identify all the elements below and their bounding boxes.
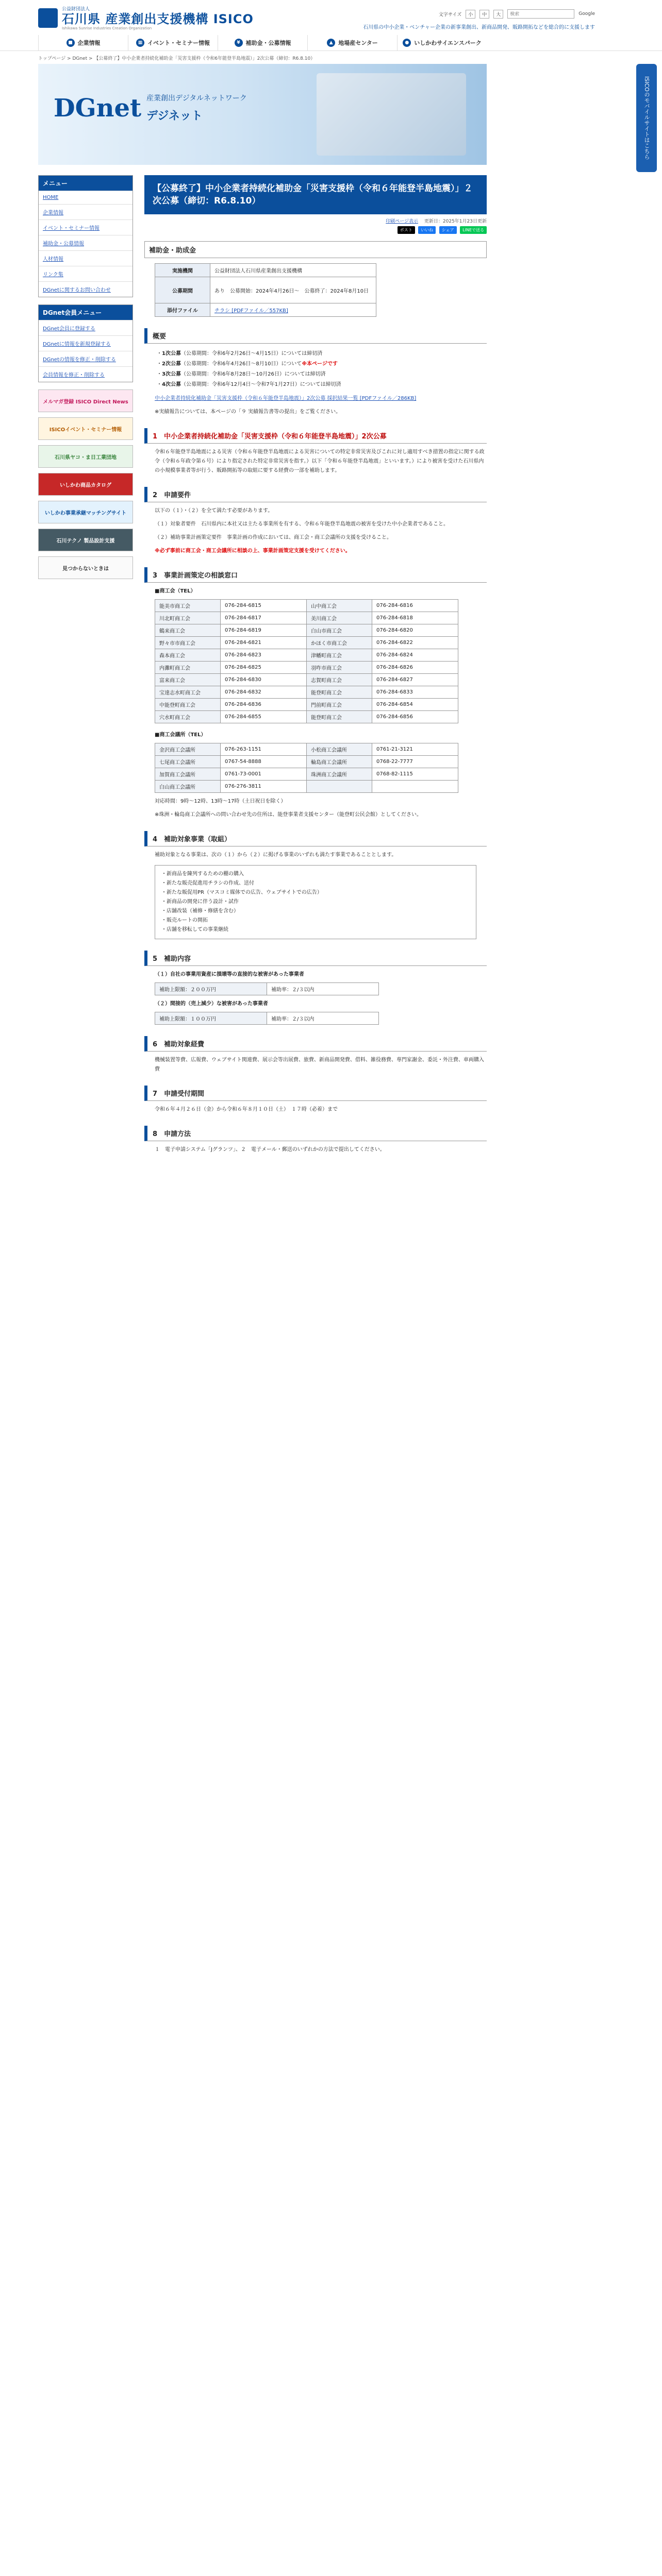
table-row — [155, 600, 458, 612]
member-item-new-info[interactable]: DGnetに情報を新規登録する — [39, 335, 133, 351]
section-1-body: 令和６年能登半島地震による災害（令和６年能登半島地震による災害についての特定非常災害及びこれに対し適用すべき措置の指定に関する政令（令和６年政令第６号）により指定された特定非常災害を指す。）以下「令和６年能登半島地震」といいます。）により被害を受けた石川県内の小規模事業者等が行う、販路開拓等の取組に要する経費の一部を補助します。 — [155, 449, 485, 473]
office-name: 能美市商工会 — [155, 600, 221, 612]
office-phone: 0761-73-0001 — [221, 768, 307, 781]
table-row — [155, 649, 458, 662]
office-name: 美川商工会 — [307, 612, 372, 624]
table-row — [155, 711, 458, 723]
category-box: 補助金・助成金 — [144, 241, 487, 258]
table-row — [155, 756, 458, 768]
font-size-label: 文字サイズ — [438, 12, 462, 18]
updated-date: 更新日：2025年1月23日更新 — [424, 219, 487, 224]
office-phone: 076-284-6821 — [221, 637, 307, 649]
calendar-icon: ▦ — [136, 39, 144, 47]
result-link[interactable]: 中小企業者持続化補助金「災害支援枠（令和６年能登半島地震）」2次公募 採択結果一覧 [PDFファイル／286KB] — [155, 396, 417, 401]
breadcrumb[interactable]: トップページ > DGnet > 【公募終了】中小企業者持続化補助金「災害支援枠（令和6年能登半島地震）」2次公募（締切：R6.8.10） — [38, 56, 316, 61]
office-phone: 076-284-6856 — [372, 711, 458, 723]
banner-catalog[interactable]: いしかわ商品カタログ — [38, 473, 133, 496]
subsidy-table-1: 補助上限額：２００万円 補助率：２/３以内 — [155, 982, 379, 995]
table-row — [155, 674, 458, 686]
office-phone: 076-284-6826 — [372, 662, 458, 674]
office-name: 山中商工会 — [307, 600, 372, 612]
office-name: 珠洲商工会議所 — [307, 768, 372, 781]
office-name: 能登町商工会 — [307, 711, 372, 723]
office-phone: 076-284-6822 — [372, 637, 458, 649]
section-4-body: 補助対象となる事業は、次の（１）から（２）に掲げる事業のいずれも満たす事業であることとします。 — [155, 852, 397, 858]
sidebar-item-jobs[interactable]: 人材情報 — [39, 250, 133, 266]
office-name: かほく市商工会 — [307, 637, 372, 649]
office-phone: 076-284-6816 — [372, 600, 458, 612]
table-row — [155, 686, 458, 699]
office-phone: 076-263-1151 — [221, 743, 307, 756]
section-6-heading: 6 補助対象経費 — [144, 1036, 487, 1052]
share-x-button[interactable]: ポスト — [398, 226, 415, 234]
logo-mark-icon — [38, 8, 58, 28]
office-phone: 076-284-6820 — [372, 624, 458, 637]
list-item: ・新商品の開発に伴う設計・試作 — [161, 899, 239, 905]
office-phone: 0761-21-3121 — [372, 743, 458, 756]
office-name: 穴水町商工会 — [155, 711, 221, 723]
office-phone: 076-284-6825 — [221, 662, 307, 674]
office-name — [307, 781, 372, 793]
office-name: 中能登町商工会 — [155, 699, 221, 711]
site-logo[interactable] — [38, 5, 254, 30]
hero-title: DGnet — [54, 94, 142, 123]
logo-line2: 石川県 産業創出支援機構 ISICO — [62, 12, 254, 26]
sidebar-item-company[interactable]: 企業情報 — [39, 204, 133, 219]
sidebar-menu-title: メニュー — [39, 176, 133, 191]
office-name: 門前町商工会 — [307, 699, 372, 711]
site-header — [0, 0, 662, 51]
office-phone: 076-284-6824 — [372, 649, 458, 662]
office-name: 小松商工会議所 — [307, 743, 372, 756]
office-phone: 076-284-6836 — [221, 699, 307, 711]
section-4-heading: 4 補助対象事業（取組） — [144, 831, 487, 846]
member-item-register[interactable]: DGnet会員に登録する — [39, 320, 133, 335]
share-like-button[interactable]: いいね — [418, 226, 436, 234]
table-row — [155, 743, 458, 756]
list-item: ・新たな販促用PR（マスコミ媒体での広告、ウェブサイトでの広告） — [161, 890, 322, 895]
main-content: 【公募終了】中小企業者持続化補助金「災害支援枠（令和６年能登半島地震）」２次公募（締切：R6.8.10） 印刷ページ表示 更新日：2025年1月23日更新 ポスト いいね シェア LINEで送る 補助金・助成金 実施機関 公益財団法人石川県産業創出支援機構 公募期間 あり 公募開始：2024年4月26日～ 公募終了：2024年8月10日 添付ファイル チラシ [PDFファイル／557KB] 概要 ・1次公募（公募期間：令和6年2月26日～4月15日）については締切済 ・2次公募（公募期間：令和6年4月26日～8月10日）について※本ページです ・3次公募（公募期間：令和6年8月28日～10月26日）については締切済 ・4次公募（公募期間：令和6年12月4日～令和7年1月27日）については締切済 中小企業者持続化補助金「災害支援枠（令和６年能登半島地震）」2次公募 採択結果一覧 [PDFファイル／286KB] ※実績報告については、本ページの「９ 実績報告書等の提出」をご覧ください。 1 中小企業者持続化補助金「災害支援枠（令和６年能登半島地震）」2次公募 令和６年能登半島地震による災害（令和６年能登半島地震による災害についての特定非常災害及びこれに対し適用すべき措置の指定に関する政令（令和６年政令第６号）により指定された特定非常災害を指す。）以下「令和６年能登半島地震」といいます。）により被害を受けた石川県内の小規模事業者等が行う、販路開拓等の取組に要する経費の一部を補助します。 2 申請要件 以下の（１）・（２）を全て満たす必要があります。 （１）対象者要件 石川県内に本社又は主たる事業所を有する、令和６年能登半島地震の被害を受けた中小企業者であること。 （２）補助事業計画策定要件 事業計画の作成においては、商工会・商工会議所の支援を受けること。 ※必ず事前に商工会・商工会議所に相談の上、事業計画策定支援を受けてください。 3 事業計画策定の相談窓口 ■商工会（TEL） 能美市商工会 076-284-6815 山中商工会 076-284-6816 川北町商工会 076-284-6817 美川商工会 076-284-6818 鶴来商工会 076-284-6819 白山市商工会 076-284-6820 野々市市商工会 076-284-6821 かほく市商工会 076-284-6822 森本商工会 076-284-6823 津幡町商工会 076-284-6824 内灘町商工会 076-284-6825 羽咋市商工会 076-284-6826 富来商工会 076-284-6830 志賀町商工会 076-284-6827 宝達志水町商工会 076-284-6832 能登町商工会 076-284-6833 中能登町商工会 076-284-6836 門前町商工会 076-284-6854 穴水町商工会 076-284-6855 能登町商工会 076-284-6856 ■商工会議所（TEL） 金沢商工会議所 076-263-1151 小松商工会議所 0761-21-3121 七尾商工会議所 0767-54-8888 輪島商工会議所 0768-22-7777 加賀商工会議所 0761-73-0001 珠洲商工会議所 0768-82-1115 白山商工会議所 076-276-3811 対応時間：9時～12時、13時～17時（土日祝日を除く） ※珠洲・輪島商工会議所への問い合わせ先の住所は、能登事業者支援センター（能登町公民会館）としてください。 4 補助対象事業（取組） 補助対象となる事業は、次の（１）から（２）に掲げる事業のいずれも満たす事業であることとします。 ・新商品を陳列するための棚の購入 ・新たな販売促進用チラシの作成、送付 ・新たな販促用PR（マスコミ媒体での広告、ウェブサイトでの広告） ・新商品の開発に伴う設計・試作 ・店舗改装（補修・修繕を含む） ・販売ルートの開拓 ・店舗を移転しての事業継続 5 補助内容 （１）自社の事業用資産に損壊等の直接的な被害があった事業者 補助上限額：２００万円 補助率：２/３以内 （２）間接的（売上減少）な被害があった事業者 補助上限額：１００万円 補助率：２/３以内 6 補助対象経費 機械装置等費、広報費、ウェブサイト関連費、展示会等出展費、旅費、新商品開発費、借料、雑役務費、専門家謝金、委託・外注費、車両購入費 7 申請受付期間 令和６年４月２６日（金）から令和６年８月１０日（土） １７時（必着）まで 8 申請方法 １ 電子申請システム「Jグランツ」、２ 電子メール・郵送のいずれかの方法で提出してください。 — [144, 175, 487, 1175]
office-name: 宝達志水町商工会 — [155, 686, 221, 699]
section-6-body: 機械装置等費、広報費、ウェブサイト関連費、展示会等出展費、旅費、新商品開発費、借料、雑役務費、専門家謝金、委託・外注費、車両購入費 — [155, 1057, 484, 1072]
section-7-body: 令和６年４月２６日（金）から令和６年８月１０日（土） １７時（必着）まで — [155, 1107, 338, 1112]
office-phone: 076-284-6854 — [372, 699, 458, 711]
office-name: 能登町商工会 — [307, 686, 372, 699]
member-item-edit-member[interactable]: 会員情報を修正・削除する — [39, 366, 133, 382]
table-row — [155, 699, 458, 711]
print-link[interactable]: 印刷ページ表示 — [386, 219, 419, 224]
hours-text: 対応時間：9時～12時、13時～17時（土日祝日を除く） — [155, 799, 286, 804]
office-phone: 076-284-6827 — [372, 674, 458, 686]
office-phone: 076-284-6815 — [221, 600, 307, 612]
subsidy-table-2: 補助上限額：１００万円 補助率：２/３以内 — [155, 1012, 379, 1025]
section-3-heading: 3 事業計画策定の相談窓口 — [144, 567, 487, 583]
table-row — [155, 612, 458, 624]
office-phone: 076-284-6823 — [221, 649, 307, 662]
global-nav — [38, 35, 487, 50]
office-phone: 0767-54-8888 — [221, 756, 307, 768]
section-5-heading: 5 補助内容 — [144, 951, 487, 966]
section-1-heading: 1 中小企業者持続化補助金「災害支援枠（令和６年能登半島地震）」2次公募 — [144, 428, 487, 444]
table-row — [155, 662, 458, 674]
sidebar-item-subsidy[interactable]: 補助金・公募情報 — [39, 235, 133, 250]
office-phone: 076-284-6819 — [221, 624, 307, 637]
nav-item-science-park[interactable]: ● いしかわサイエンスパーク — [397, 35, 487, 50]
font-size-medium[interactable]: 中 — [479, 10, 489, 19]
banner-techno[interactable]: 石川テクノ 製品設計支援 — [38, 529, 133, 551]
office-phone: 076-284-6817 — [221, 612, 307, 624]
office-phone: 076-284-6818 — [372, 612, 458, 624]
office-name: 津幡町商工会 — [307, 649, 372, 662]
nav-item-local-center[interactable]: ▲ 地場産センター — [307, 35, 397, 50]
nav-item-subsidy[interactable]: ¥ 補助金・公募情報 — [218, 35, 307, 50]
office-phone: 076-284-6833 — [372, 686, 458, 699]
logo-line1: 公益財団法人 — [62, 7, 90, 12]
overview-heading: 概要 — [144, 328, 487, 344]
office-name: 川北町商工会 — [155, 612, 221, 624]
font-size-small[interactable]: 小 — [466, 10, 475, 19]
shokokaigisho-table — [155, 743, 458, 793]
hero-subtitle: 産業創出デジタルネットワーク — [146, 94, 247, 103]
banner-not-found[interactable]: 見つからないときは — [38, 556, 133, 579]
search-engine-label: Google — [578, 11, 595, 16]
sidebar-item-events[interactable]: イベント・セミナー情報 — [39, 219, 133, 235]
office-name: 内灘町商工会 — [155, 662, 221, 674]
office-phone: 076-276-3811 — [221, 781, 307, 793]
section-4-box — [155, 865, 476, 939]
font-size-large[interactable]: 大 — [493, 10, 503, 19]
list-item: ・店舗を移転しての事業継続 — [161, 927, 228, 933]
banner-events[interactable]: ISICOイベント・セミナー情報 — [38, 417, 133, 440]
page-meta — [144, 217, 487, 224]
building-icon: ■ — [67, 39, 75, 47]
section-7-heading: 7 申請受付期間 — [144, 1086, 487, 1101]
office-phone — [372, 781, 458, 793]
nav-item-company[interactable]: ■ 企業情報 — [38, 35, 128, 50]
table-row — [155, 637, 458, 649]
section-2-warning: ※必ず事前に商工会・商工会議所に相談の上、事業計画策定支援を受けてください。 — [155, 548, 351, 554]
page-title: 【公募終了】中小企業者持続化補助金「災害支援枠（令和６年能登半島地震）」２次公募（締切：R6.8.10） — [144, 175, 487, 214]
office-phone: 0768-82-1115 — [372, 768, 458, 781]
office-name: 白山商工会議所 — [155, 781, 221, 793]
sidebar — [38, 175, 133, 584]
banner-industrial-park[interactable]: 石川県ヤコ・ま日工業団地 — [38, 445, 133, 468]
sidebar-item-contact[interactable]: DGnetに関するお問い合わせ — [39, 281, 133, 297]
report-note: ※実績報告については、本ページの「９ 実績報告書等の提出」をご覧ください。 — [155, 409, 341, 415]
member-menu — [38, 304, 133, 382]
info-table: 実施機関 公益財団法人石川県産業創出支援機構 公募期間 あり 公募開始：2024年4月26日～ 公募終了：2024年8月10日 添付ファイル チラシ [PDFファイル／557KB] — [155, 263, 376, 317]
sidebar-menu — [38, 175, 133, 297]
search-input[interactable] — [507, 9, 574, 19]
office-name: 野々市市商工会 — [155, 637, 221, 649]
sidebar-item-links[interactable]: リンク集 — [39, 266, 133, 281]
office-name: 白山市商工会 — [307, 624, 372, 637]
overview-item[interactable]: ・4次公募（公募期間：令和6年12月4日～令和7年1月27日）については締切済 — [157, 382, 341, 387]
note-text: ※珠洲・輪島商工会議所への問い合わせ先の住所は、能登事業者支援センター（能登町公民会館）としてください。 — [155, 812, 422, 818]
office-name: 七尾商工会議所 — [155, 756, 221, 768]
share-buttons — [144, 226, 487, 234]
office-name: 鶴来商工会 — [155, 624, 221, 637]
overview-item[interactable]: ・1次公募（公募期間：令和6年2月26日～4月15日）については締切済 — [157, 351, 323, 357]
office-name: 志賀町商工会 — [307, 674, 372, 686]
banner-mailmag[interactable]: メルマガ登録 ISICO Direct News — [38, 389, 133, 412]
header-tools — [439, 9, 595, 19]
office-phone: 076-284-6832 — [221, 686, 307, 699]
member-menu-title: DGnet会員メニュー — [39, 305, 133, 320]
hero-banner — [38, 64, 487, 165]
banner-succession[interactable]: いしかわ事業承継マッチングサイト — [38, 501, 133, 523]
section-2-heading: 2 申請要件 — [144, 487, 487, 502]
overview-list — [157, 349, 487, 390]
shokokai-table — [155, 599, 458, 723]
table-row — [155, 624, 458, 637]
section-8-heading: 8 申請方法 — [144, 1126, 487, 1141]
hero-image — [317, 73, 466, 156]
office-phone: 076-284-6830 — [221, 674, 307, 686]
member-item-edit-info[interactable]: DGnetの情報を修正・削除する — [39, 351, 133, 366]
office-phone: 076-284-6855 — [221, 711, 307, 723]
table-row — [155, 768, 458, 781]
office-name: 森本商工会 — [155, 649, 221, 662]
nav-item-events[interactable]: ▦ イベント・セミナー情報 — [128, 35, 218, 50]
share-line-button[interactable]: LINEで送る — [460, 226, 487, 234]
sidebar-item-home[interactable]: HOME — [39, 191, 133, 204]
overview-item[interactable]: ・2次公募（公募期間：令和6年4月26日～8月10日）について※本ページです — [157, 361, 338, 367]
office-phone: 0768-22-7777 — [372, 756, 458, 768]
office-name: 輪島商工会議所 — [307, 756, 372, 768]
flask-icon: ● — [403, 39, 411, 47]
list-item: ・販売ルートの開拓 — [161, 918, 208, 923]
table-row — [155, 781, 458, 793]
coin-icon: ¥ — [235, 39, 243, 47]
list-item: ・新商品を陳列するための棚の購入 — [161, 871, 244, 877]
logo-line3: Ishikawa Sunrise Industries Creation Organization — [62, 26, 152, 30]
list-item: ・店舗改装（補修・修繕を含む） — [161, 908, 239, 914]
shop-icon: ▲ — [327, 39, 335, 47]
mobile-site-tab[interactable]: ISICOのモバイルサイトはこちら — [636, 64, 657, 172]
office-name: 富来商工会 — [155, 674, 221, 686]
list-item: ・新たな販売促進用チラシの作成、送付 — [161, 880, 254, 886]
tagline: 石川県の中小企業・ベンチャー企業の新事業創出、新商品開発、販路開拓などを総合的に支援します — [363, 25, 595, 30]
office-name: 金沢商工会議所 — [155, 743, 221, 756]
overview-item[interactable]: ・3次公募（公募期間：令和6年8月28日～10月26日）については締切済 — [157, 371, 326, 377]
share-facebook-button[interactable]: シェア — [439, 226, 457, 234]
hero-subtitle2: デジネット — [146, 110, 203, 123]
section-8-body: １ 電子申請システム「Jグランツ」、２ 電子メール・郵送のいずれかの方法で提出してください。 — [155, 1147, 385, 1153]
office-name: 加賀商工会議所 — [155, 768, 221, 781]
office-name: 羽咋市商工会 — [307, 662, 372, 674]
